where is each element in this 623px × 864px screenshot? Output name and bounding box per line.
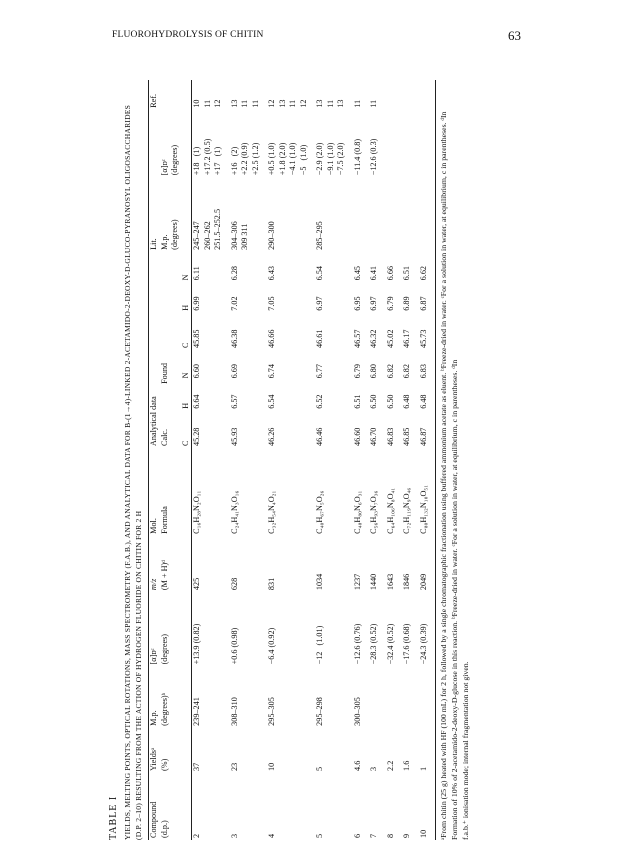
cell-yield: 10 (267, 762, 276, 771)
cell-cN: 6.80 (369, 364, 378, 379)
cell-cH: 6.50 (385, 394, 395, 409)
table-label: TABLE I (108, 795, 119, 840)
cell-fH: 6.79 (385, 296, 395, 311)
cell-mp: 295–305 (267, 697, 276, 726)
cell-cC: 46.60 (352, 427, 362, 447)
cell-fC: 46.32 (369, 329, 378, 348)
col-yield: Yieldsᵃ (%) (149, 728, 181, 773)
cell-formula: C₈₀H₁₃₂N₁₀O₅₁ (419, 448, 436, 536)
page-number: 63 (508, 28, 521, 43)
cell-fN: 6.43 (267, 265, 276, 281)
cell-yield: 1 (419, 728, 436, 773)
col-ref: Ref. (149, 80, 181, 110)
cell-cC: 45.28 (192, 427, 201, 447)
cell-fC: 46.38 (229, 329, 239, 348)
cell-fH: 6.97 (315, 296, 324, 311)
cell-ref: 12 13 11 12 (267, 99, 308, 108)
cell-yield: 1.6 (402, 760, 411, 771)
cell-ref (402, 80, 419, 110)
cell-litmp (402, 177, 419, 252)
cell-formula: C₁₆H₂₈N₂O₁₁ (192, 490, 201, 534)
cell-rot: −24.3 (0.39) (419, 592, 436, 666)
cell-dp: 4 (267, 833, 276, 838)
table-container (108, 80, 508, 840)
cell-yield: 37 (192, 762, 201, 771)
footnote-line: f.a.b.⁺ ionisation mode; internal fragmentation not given. (461, 661, 470, 840)
col-compound: Compound (d.p.) (149, 773, 181, 840)
cell-fN: 6.45 (352, 265, 362, 281)
cell-fN: 6.62 (419, 252, 436, 282)
cell-litmp (386, 177, 403, 252)
cell-yield: 5 (315, 766, 324, 771)
cell-mp (386, 666, 403, 727)
cell-dp: 3 (229, 833, 239, 838)
cell-litmp (353, 177, 370, 252)
cell-cC: 46.46 (315, 427, 324, 447)
cell-mz: 831 (267, 577, 276, 591)
col-mz: m/z (M + H)ᵈ (149, 536, 181, 592)
cell-fC: 46.57 (352, 329, 362, 348)
cell-formula: C₅₆H₉₃N₇O₃₆ (369, 490, 378, 534)
cell-dp: 5 (315, 833, 324, 838)
cell-litmp (419, 177, 436, 252)
cell-rot: −12 (1.01) (315, 625, 324, 665)
cell-litmp: 245–247 260–262 251.5–252.5 (192, 208, 222, 250)
cell-yield: 3 (369, 766, 378, 771)
cell-fN: 6.54 (315, 265, 324, 281)
cell-litrot: +18 (1) +17.2 (0.5) +17 (1) (192, 138, 222, 176)
cell-dp: 10 (419, 773, 436, 840)
cell-formula: C₄₀H₆₇N₅O₂₆ (315, 490, 324, 534)
cell-fC: 46.17 (402, 329, 411, 348)
hdr-calc-C: C (181, 411, 192, 448)
cell-fC: 46.61 (315, 329, 324, 348)
cell-cN: 6.82 (385, 364, 395, 379)
cell-cC: 46.85 (402, 427, 411, 447)
hdr-calc-H: H (181, 380, 192, 410)
footnote-line: Formation of 10% of 2-acetamido-2-deoxy-D-glucose in this reaction. ᵇFreeze-dried in water. ᶜFor a solution in water, at equilibrium, c in parentheses. ᵈIn (450, 359, 459, 840)
cell-fC: 45.85 (192, 329, 201, 348)
cell-mz: 1440 (369, 573, 378, 591)
cell-fC: 45.02 (385, 329, 395, 348)
cell-fN: 6.41 (369, 265, 378, 281)
cell-fC: 46.66 (267, 329, 276, 348)
hdr-found-C: C (181, 313, 192, 350)
cell-yield: 4.6 (352, 760, 362, 771)
cell-rot: −28.3 (0.52) (369, 623, 378, 665)
cell-fH: 7.02 (229, 296, 239, 311)
cell-mp (402, 666, 419, 727)
cell-yield: 2.2 (385, 760, 395, 771)
cell-ref: 10 11 12 (192, 99, 222, 108)
cell-fH: 6.87 (419, 282, 436, 312)
cell-ref: 11 (352, 99, 362, 108)
cell-cC: 46.87 (419, 411, 436, 448)
cell-fN: 6.28 (229, 265, 239, 281)
cell-mz: 425 (192, 577, 201, 591)
cell-dp: 9 (402, 833, 411, 838)
cell-litrot: +16 (2) +2.2 (0.9) +2.5 (1.2) (229, 142, 260, 176)
table-caption: YIELDS, MELTING POINTS, OPTICAL ROTATIONS, MASS SPECTROMETRY (F.A.B.), AND ANALYTICAL DATA FOR Β-(1→4)-LINKED 2-ACETAMIDO-2-DEOXY-D-GLUCO-PYRANOSYL OLIGOSACCHARIDES (D.P. 2–10) RESULTING FROM THE ACTION OF HYDROGEN FLUORIDE ON CHITIN FOR 2 H (123, 104, 143, 840)
cell-cH: 6.52 (315, 394, 324, 409)
cell-litrot: +0.5 (1.0) +1.8 (2.0) −4.1 (1.0) −5 (1.0) (267, 142, 308, 176)
cell-mz: 1237 (352, 573, 362, 591)
cell-cN: 6.79 (352, 364, 362, 379)
cell-litrot: −2.9 (2.0) −9.1 (1.0) −7.5 (2.0) (315, 142, 345, 176)
cell-cH: 6.54 (267, 394, 276, 409)
col-mp: M.p. (degrees)ᵇ (149, 666, 181, 727)
cell-cC: 46.26 (267, 427, 276, 447)
cell-cH: 6.48 (402, 394, 411, 409)
cell-cN: 6.77 (315, 364, 324, 379)
cell-ref: 11 (369, 99, 378, 108)
cell-formula: C₇₂H₁₁₉N₉O₄₆ (402, 487, 411, 534)
cell-rot: −6.4 (0.92) (267, 627, 276, 665)
cell-mz: 2049 (419, 536, 436, 592)
cell-rot: +13.9 (0.82) (192, 623, 201, 665)
cell-litrot (419, 110, 436, 178)
table-row (369, 80, 386, 840)
cell-mz: 628 (229, 577, 239, 591)
cell-rot: +0.6 (0.98) (229, 627, 239, 665)
cell-cH: 6.50 (369, 394, 378, 409)
cell-cC: 46.70 (369, 427, 378, 447)
cell-dp: 7 (369, 833, 378, 838)
cell-ref (386, 80, 403, 110)
cell-litmp (369, 177, 386, 252)
table-footnotes (438, 100, 471, 840)
cell-cN: 6.83 (419, 350, 436, 380)
cell-ref: 13 11 11 (229, 99, 260, 108)
table-row (402, 80, 419, 840)
cell-cN: 6.69 (229, 364, 239, 379)
cell-dp: 8 (385, 833, 395, 838)
cell-cH: 6.57 (229, 394, 239, 409)
cell-cN: 6.60 (192, 364, 201, 379)
cell-litrot (402, 110, 419, 178)
col-rotation: [α]ᴅᶜ (degrees) (149, 592, 181, 666)
cell-mz: 1846 (402, 573, 411, 591)
hdr-found-H: H (181, 282, 192, 312)
cell-mz: 1034 (315, 573, 324, 591)
cell-rot: −17.6 (0.68) (402, 623, 411, 665)
cell-ref (419, 80, 436, 110)
cell-formula: C₂₄H₄₁N₃O₁₆ (229, 490, 239, 534)
cell-mp: 239–241 (192, 697, 201, 726)
cell-cN: 6.82 (402, 364, 411, 379)
table-row (353, 80, 370, 840)
cell-formula: C₄₈H₈₀N₆O₃₁ (352, 490, 362, 534)
cell-litrot (386, 110, 403, 178)
cell-cH: 6.51 (352, 394, 362, 409)
cell-mp: 308–310 (229, 697, 239, 726)
cell-mp: 295–298 (315, 697, 324, 726)
cell-ref: 13 11 13 (315, 99, 345, 108)
cell-mp (419, 666, 436, 727)
cell-mp: 300–305 (352, 697, 362, 726)
hdr-found-N: N (181, 252, 192, 282)
cell-fN: 6.51 (402, 265, 411, 281)
cell-mz: 1643 (385, 573, 395, 591)
cell-dp: 2 (192, 833, 201, 838)
cell-litmp: 290–300 (267, 221, 276, 250)
hdr-calc-N: N (181, 350, 192, 380)
table-row (230, 80, 268, 840)
cell-fH: 6.97 (369, 296, 378, 311)
table-row (267, 80, 315, 840)
cell-mp (369, 666, 386, 727)
data-table (148, 80, 436, 840)
cell-yield: 23 (229, 762, 239, 771)
cell-litmp: 304–306 309 311 (229, 221, 249, 250)
col-analytical: Analytical data Calc. Found (149, 252, 181, 448)
cell-fN: 6.11 (192, 266, 201, 281)
cell-cC: 45.93 (229, 427, 239, 447)
cell-rot: −32.4 (0.52) (385, 623, 395, 665)
cell-rot: −12.6 (0.76) (352, 623, 362, 665)
table-row (386, 80, 403, 840)
cell-litrot: −12.6 (0.3) (369, 138, 378, 176)
table-row (419, 80, 436, 840)
col-lit-rotation: [α]ᴅᶜ (degrees) (149, 110, 181, 178)
rotated-table-region (108, 80, 508, 840)
cell-fH: 6.95 (352, 296, 362, 311)
cell-fH: 7.05 (267, 296, 276, 311)
cell-fH: 6.89 (402, 296, 411, 311)
cell-fN: 6.66 (385, 265, 395, 281)
cell-cH: 6.64 (192, 394, 201, 409)
cell-fC: 45.73 (419, 313, 436, 350)
cell-cH: 6.48 (419, 380, 436, 410)
table-row (315, 80, 353, 840)
cell-formula: C₆₄H₁₀₆N₈O₄₁ (385, 487, 395, 534)
cell-cN: 6.74 (267, 364, 276, 379)
cell-dp: 6 (352, 833, 362, 838)
running-title: FLUOROHYDROLYSIS OF CHITIN (112, 30, 264, 40)
col-lit: Lit. M.p. (degrees) (149, 177, 181, 252)
cell-cC: 46.83 (385, 427, 395, 447)
cell-litrot: −11.4 (0.8) (352, 138, 362, 176)
table-row (192, 80, 230, 840)
col-formula: Mol. Formula (149, 448, 181, 536)
cell-formula: C₃₂H₅₄N₄O₂₁ (267, 490, 276, 534)
cell-fH: 6.99 (192, 296, 201, 311)
cell-litmp: 285–295 (315, 221, 324, 250)
footnote-line: ᵃFrom chitin (25 g) heated with HF (100 mL) for 2 h, followed by a single chromatographic fractionation using buffered ammonium acetate as eluent. ᵇFreeze-dried in water. ᶜFor a solution in water, at equilibrium, c in parentheses. ᵈIn (439, 111, 448, 840)
